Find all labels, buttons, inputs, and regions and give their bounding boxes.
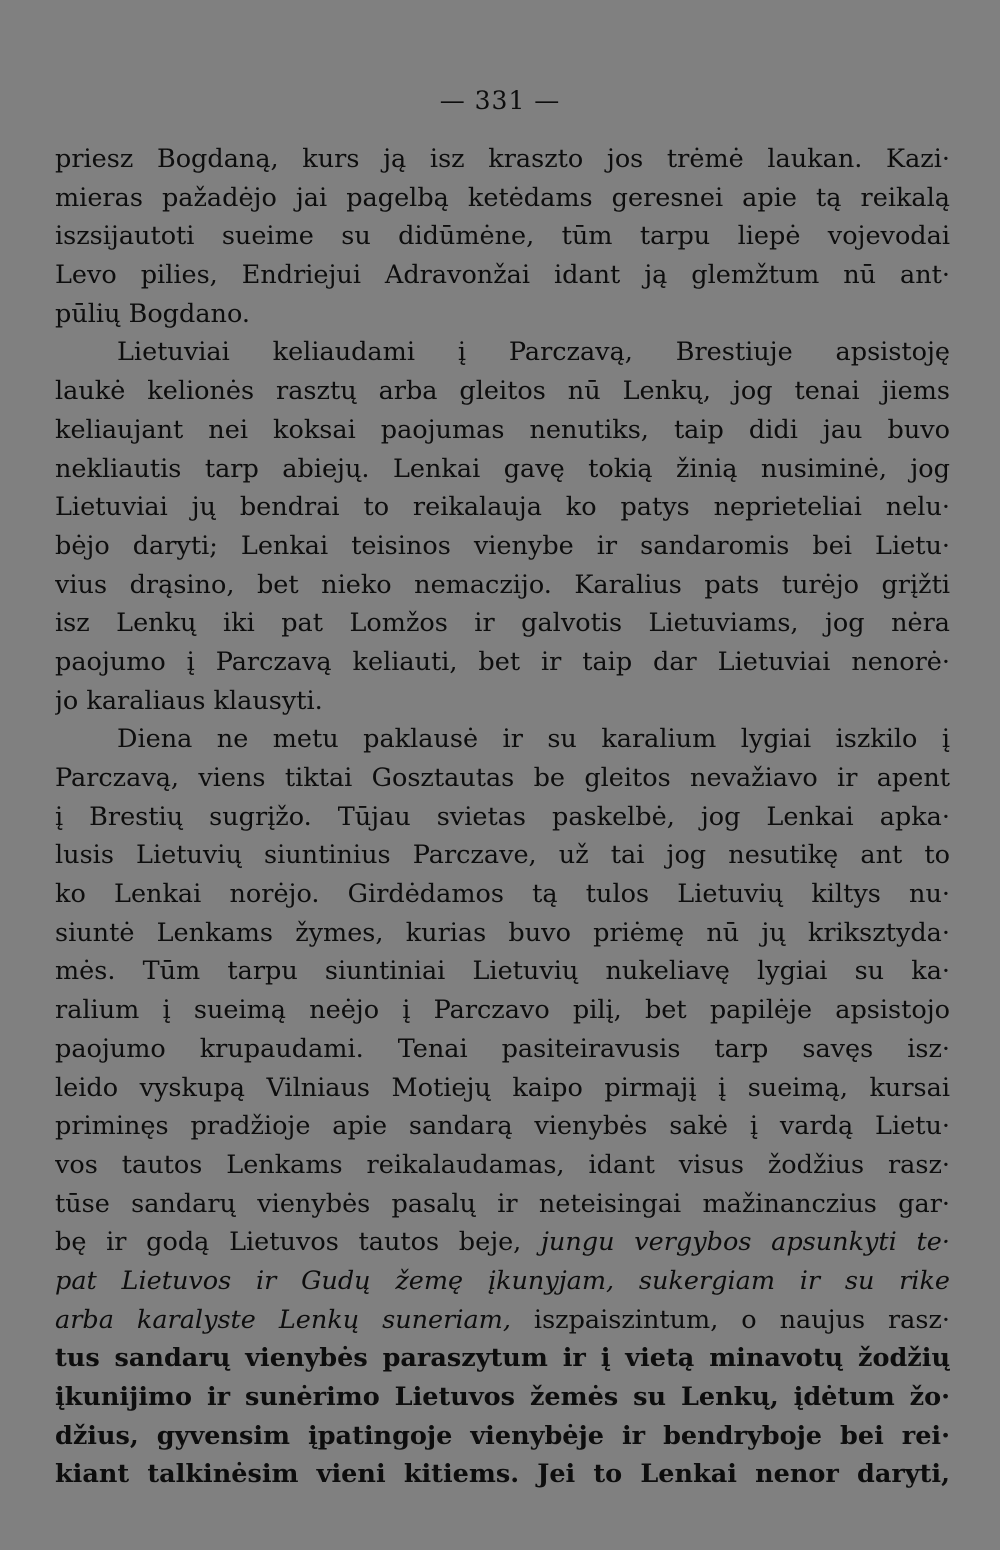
text-line: džius, gyvensim įpatingoje vienybėje ir bendryboje bei rei· (55, 1420, 950, 1451)
text-line: priminęs pradžioje apie sandarą vienybės sakė į vardą Lietu· (55, 1111, 950, 1142)
text-line: mieras pažadėjo jai pagelbą ketėdams geresnei apie tą reikalą (55, 182, 950, 213)
italic-text: jungu vergybos apsunkyti te· (541, 1227, 950, 1258)
text-line: kiant talkinėsim vieni kitiems. Jei to Lenkai nenor daryti, (55, 1459, 950, 1490)
text-line: leido vyskupą Vilniaus Motiejų kaipo pirmajį į sueimą, kursai (55, 1072, 950, 1103)
paragraph-start-line: Lietuviai keliaudami į Parczavą, Brestiuje apsistoję (117, 337, 950, 368)
text-line: nekliautis tarp abiejų. Lenkai gavę tokią žinią nusiminė, jog (55, 453, 950, 484)
italic-line (55, 1262, 950, 1301)
text-line: isz Lenkų iki pat Lomžos ir galvotis Lietuviams, jog nėra (55, 608, 950, 639)
paragraph-end-line: pūlių Bogdano. (55, 298, 250, 329)
body-text (55, 140, 950, 1494)
italic-text: pat Lietuvos ir Gudų žemę įkunyjam, sukergiam ir su rike (55, 1265, 950, 1296)
text-line: iszsijautoti sueime su didūmėne, tūm tarpu liepė vojevodai (55, 221, 950, 252)
text-line: vos tautos Lenkams reikalaudamas, idant visus žodžius rasz· (55, 1149, 950, 1180)
text-line: ralium į sueimą neėjo į Parczavo pilį, bet papilėje apsistojo (55, 995, 950, 1026)
paragraph-end-line: jo karaliaus klausyti. (55, 685, 323, 716)
text-line: paojumo į Parczavą keliauti, bet ir taip dar Lietuviai nenorė· (55, 646, 950, 677)
roman-text: iszpaiszintum, o naujus rasz· (510, 1304, 950, 1335)
text-line: priesz Bogdaną, kurs ją isz kraszto jos trėmė laukan. Kazi· (55, 144, 950, 174)
text-line: paojumo krupaudami. Tenai pasiteiravusis tarp savęs isz· (55, 1033, 950, 1064)
text-line: ko Lenkai norėjo. Girdėdamos tą tulos Lietuvių kiltys nu· (55, 879, 950, 910)
mixed-style-line (55, 1301, 950, 1340)
text-line: mės. Tūm tarpu siuntiniai Lietuvių nukeliavę lygiai su ka· (55, 956, 950, 987)
text-line: laukė kelionės rasztų arba gleitos nū Lenkų, jog tenai jiems (55, 376, 950, 407)
text-line: tūse sandarų vienybės pasalų ir neteisingai mažinanczius gar· (55, 1188, 950, 1219)
text-line: Levo pilies, Endriejui Adravonžai idant ją glemžtum nū ant· (55, 260, 950, 291)
roman-text: bę ir godą Lietuvos tautos beje, (55, 1227, 542, 1258)
text-line: į Brestių sugrįžo. Tūjau svietas paskelbė, jog Lenkai apka· (55, 801, 950, 832)
italic-text: arba karalyste Lenkų suneriam, (55, 1304, 511, 1335)
text-line: tus sandarų vienybės paraszytum ir į vietą minavotų žodžių (55, 1343, 950, 1374)
page-number: — 331 — (439, 86, 561, 115)
text-line: įkunijimo ir sunėrimo Lietuvos žemės su Lenkų, įdėtum žo· (55, 1382, 950, 1412)
text-line: lusis Lietuvių siuntinius Parczave, už tai jog nesutikę ant to (55, 840, 950, 871)
paragraph-start-line: Diena ne metu paklausė ir su karalium lygiai iszkilo į (117, 724, 950, 755)
text-line: Lietuviai jų bendrai to reikalauja ko patys neprieteliai nelu· (55, 492, 950, 523)
text-line: keliaujant nei koksai paojumas nenutiks, taip didi jau buvo (55, 414, 950, 445)
text-line: siuntė Lenkams žymes, kurias buvo priėmę nū jų kriksztyda· (55, 917, 950, 948)
text-line: vius drąsino, bet nieko nemaczijo. Karalius pats turėjo grįžti (55, 569, 950, 600)
text-line: bėjo daryti; Lenkai teisinos vienybe ir sandaromis bei Lietu· (55, 530, 950, 561)
mixed-style-line (55, 1223, 950, 1262)
text-line: Parczavą, viens tiktai Gosztautas be gleitos nevažiavo ir apent (55, 763, 950, 793)
